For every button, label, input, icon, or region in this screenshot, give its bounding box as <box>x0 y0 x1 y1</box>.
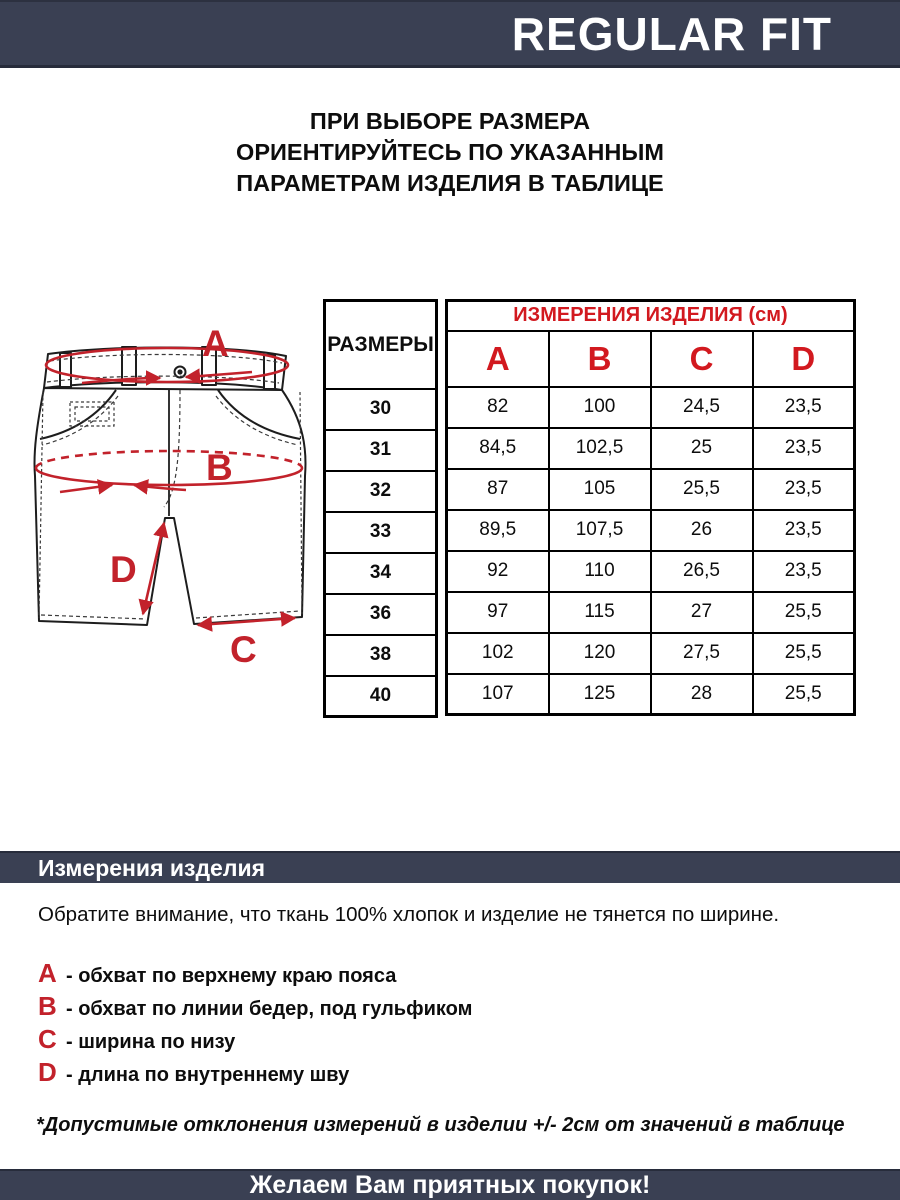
intro-line-1: ПРИ ВЫБОРЕ РАЗМЕРА <box>309 108 591 134</box>
measurement-cell: 23,5 <box>753 510 855 551</box>
size-row <box>325 594 437 635</box>
measurement-row <box>447 387 855 428</box>
measurement-cell: 25,5 <box>753 674 855 715</box>
legend-item-d <box>38 1057 472 1090</box>
label-b: B <box>206 447 233 488</box>
fabric-note: Обратите внимание, что ткань 100% хлопок и изделие не тянется по ширине. <box>38 903 780 926</box>
legend-letter-b: B <box>38 991 57 1021</box>
measurement-row <box>447 428 855 469</box>
measurement-row <box>447 633 855 674</box>
measurement-cell: 27 <box>651 592 753 633</box>
measurement-cell: 26,5 <box>651 551 753 592</box>
section-bar <box>0 851 900 883</box>
size-cell: 30 <box>325 389 437 430</box>
measurement-cell: 23,5 <box>753 551 855 592</box>
measurement-row <box>447 510 855 551</box>
shorts-diagram <box>14 320 324 668</box>
size-row <box>325 635 437 676</box>
size-cell: 40 <box>325 676 437 717</box>
measurements-table <box>445 299 856 716</box>
size-row <box>325 430 437 471</box>
measurement-cell: 27,5 <box>651 633 753 674</box>
measurement-cell: 25 <box>651 428 753 469</box>
measurement-cell: 23,5 <box>753 387 855 428</box>
column-b: B <box>549 331 651 387</box>
legend-desc-b: - обхват по линии бедер, под гульфиком <box>66 998 473 1020</box>
size-cell: 31 <box>325 430 437 471</box>
measurement-cell: 23,5 <box>753 428 855 469</box>
measurement-cell: 110 <box>549 551 651 592</box>
intro-heading <box>0 106 900 199</box>
tolerance-footnote: *Допустимые отклонения измерений в изделии +/- 2см от значений в таблице <box>36 1114 845 1136</box>
size-row <box>325 389 437 430</box>
legend-letter-c: C <box>38 1024 57 1054</box>
measurement-cell: 25,5 <box>753 592 855 633</box>
measurement-cell: 89,5 <box>447 510 549 551</box>
measurement-row <box>447 551 855 592</box>
measurement-cell: 92 <box>447 551 549 592</box>
measurement-cell: 26 <box>651 510 753 551</box>
label-a: A <box>202 323 229 364</box>
measurement-cell: 120 <box>549 633 651 674</box>
size-cell: 34 <box>325 553 437 594</box>
measurement-row <box>447 469 855 510</box>
measurement-cell: 23,5 <box>753 469 855 510</box>
measurement-cell: 105 <box>549 469 651 510</box>
measurements-header: ИЗМЕРЕНИЯ ИЗДЕЛИЯ (см) <box>447 301 855 331</box>
measurement-cell: 107 <box>447 674 549 715</box>
size-row <box>325 512 437 553</box>
measurement-cell: 87 <box>447 469 549 510</box>
measurement-cell: 102 <box>447 633 549 674</box>
legend-desc-c: - ширина по низу <box>66 1031 236 1053</box>
column-a: A <box>447 331 549 387</box>
column-d: D <box>753 331 855 387</box>
measurement-cell: 115 <box>549 592 651 633</box>
fit-title: REGULAR FIT <box>511 7 832 60</box>
intro-line-3: ПАРАМЕТРАМ ИЗДЕЛИЯ В ТАБЛИЦЕ <box>236 170 664 196</box>
measurement-cell: 125 <box>549 674 651 715</box>
legend-desc-d: - длина по внутреннему шву <box>66 1064 350 1086</box>
legend-item-a <box>38 958 472 991</box>
size-cell: 33 <box>325 512 437 553</box>
size-table <box>323 299 856 718</box>
measurement-row <box>447 674 855 715</box>
measurement-cell: 24,5 <box>651 387 753 428</box>
footer-message: Желаем Вам приятных покупок! <box>249 1171 651 1199</box>
legend-letter-a: A <box>38 958 57 988</box>
legend-item-c <box>38 1024 472 1057</box>
measurement-cell: 25,5 <box>651 469 753 510</box>
measurement-cell: 102,5 <box>549 428 651 469</box>
legend-item-b <box>38 991 472 1024</box>
sizes-body <box>325 389 437 717</box>
size-row <box>325 676 437 717</box>
size-cell: 36 <box>325 594 437 635</box>
measurement-cell: 28 <box>651 674 753 715</box>
measurement-cell: 25,5 <box>753 633 855 674</box>
size-row <box>325 553 437 594</box>
fit-header-bar <box>0 0 900 68</box>
sizes-column-table <box>323 299 438 718</box>
label-d: D <box>110 549 137 590</box>
measurement-legend <box>38 958 472 1090</box>
footer-bar <box>0 1169 900 1200</box>
measurement-cell: 97 <box>447 592 549 633</box>
measurement-cell: 100 <box>549 387 651 428</box>
legend-letter-d: D <box>38 1057 57 1087</box>
size-cell: 38 <box>325 635 437 676</box>
measurements-body <box>447 387 855 715</box>
measurement-row <box>447 592 855 633</box>
label-c: C <box>230 629 257 668</box>
section-title: Измерения изделия <box>38 854 266 881</box>
sizes-header: РАЗМЕРЫ <box>325 301 437 389</box>
measurement-cell: 107,5 <box>549 510 651 551</box>
legend-desc-a: - обхват по верхнему краю пояса <box>66 965 397 987</box>
measurement-cell: 84,5 <box>447 428 549 469</box>
measurement-cell: 82 <box>447 387 549 428</box>
column-c: C <box>651 331 753 387</box>
size-cell: 32 <box>325 471 437 512</box>
size-row <box>325 471 437 512</box>
intro-line-2: ОРИЕНТИРУЙТЕСЬ ПО УКАЗАННЫМ <box>236 139 664 165</box>
